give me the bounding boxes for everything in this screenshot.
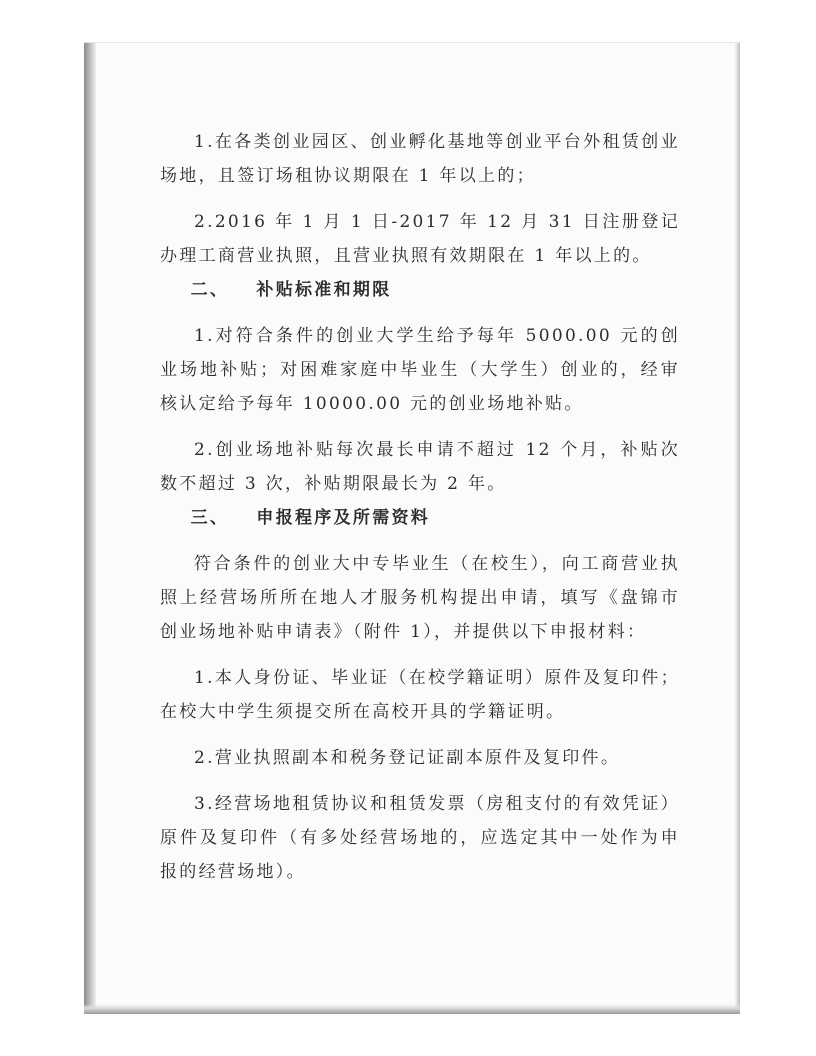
paragraph-material-3: 3.经营场地租赁协议和租赁发票（房租支付的有效凭证）原件及复印件（有多处经营场地的，应选定其中一处作为申报的经营场地）。 <box>160 794 680 882</box>
scan-binding-shadow <box>84 43 96 1014</box>
scan-right-edge <box>734 43 740 1014</box>
paragraph-material-1: 1.本人身份证、毕业证（在校学籍证明）原件及复印件；在校大中学生须提交所在高校开具的学籍证明。 <box>160 668 680 722</box>
section-number: 三、 <box>190 508 230 528</box>
scanned-page <box>84 42 740 1014</box>
section-number: 二、 <box>190 280 230 300</box>
scan-bottom-edge <box>84 1004 740 1014</box>
paragraph-condition-1: 1.在各类创业园区、创业孵化基地等创业平台外租赁创业场地，且签订场租协议期限在 1 年以上的； <box>160 132 680 186</box>
section-heading-application <box>160 501 680 535</box>
paragraph-subsidy-amount: 1.对符合条件的创业大学生给予每年 5000.00 元的创业场地补贴；对困难家庭中毕业生（大学生）创业的，经审核认定给予每年 10000.00 元的创业场地补贴。 <box>160 326 680 414</box>
paragraph-subsidy-period: 2.创业场地补贴每次最长申请不超过 12 个月，补贴次数不超过 3 次，补贴期限最长为 2 年。 <box>160 440 680 494</box>
document-body <box>160 125 680 889</box>
section-title: 补贴标准和期限 <box>256 280 392 300</box>
paragraph-material-2: 2.营业执照副本和税务登记证副本原件及复印件。 <box>194 748 621 768</box>
paragraph-application-intro: 符合条件的创业大中专毕业生（在校生），向工商营业执照上经营场所所在地人才服务机构提出申请，填写《盘锦市创业场地补贴申请表》（附件 1），并提供以下申报材料： <box>160 554 680 642</box>
paragraph-condition-2: 2.2016 年 1 月 1 日-2017 年 12 月 31 日注册登记办理工商营业执照，且营业执照有效期限在 1 年以上的。 <box>160 212 680 266</box>
section-title: 申报程序及所需资料 <box>256 508 431 528</box>
section-heading-subsidy-standard <box>160 273 680 307</box>
